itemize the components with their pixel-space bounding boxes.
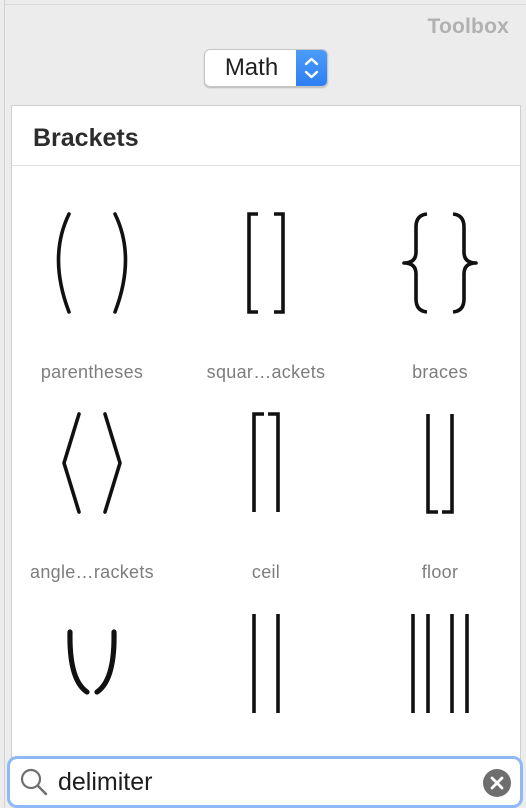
window-edge [4, 0, 5, 808]
ceil-icon [216, 400, 316, 530]
palette-item-double-vertical-bars[interactable] [355, 600, 521, 765]
palette-item-vertical-bars[interactable] [181, 600, 351, 765]
palette-item-square-brackets[interactable] [181, 200, 351, 400]
item-label: squar…ackets [206, 362, 326, 382]
top-divider [5, 4, 526, 5]
category-popup-label: Math [224, 54, 279, 81]
clear-search-icon[interactable] [483, 769, 511, 797]
palette-item-parentheses[interactable] [11, 200, 177, 400]
category-popup-button[interactable] [204, 49, 328, 87]
double-vertical-bars-icon [390, 600, 490, 730]
parentheses-icon [42, 200, 142, 330]
section-title: Brackets [33, 124, 139, 152]
floor-icon [390, 400, 490, 530]
item-label: ceil [251, 562, 281, 582]
palette-item-floor[interactable] [355, 400, 521, 600]
braces-icon [390, 200, 490, 330]
brackets-panel [11, 105, 521, 765]
item-label: floor [421, 562, 459, 582]
item-label: braces [412, 362, 468, 382]
palette-item-angle-brackets[interactable] [11, 400, 177, 600]
palette-item-ceil[interactable] [181, 400, 351, 600]
half-brackets-icon [42, 600, 142, 730]
vertical-bars-icon [216, 600, 316, 730]
square-brackets-icon [216, 200, 316, 330]
search-field[interactable] [7, 756, 523, 808]
popup-chevrons-icon [296, 50, 327, 86]
section-header [12, 106, 520, 166]
search-icon [19, 767, 49, 802]
palette-item-braces[interactable] [355, 200, 521, 400]
item-label: angle…rackets [30, 562, 154, 582]
angle-brackets-icon [42, 400, 142, 530]
toolbox-title: Toolbox [427, 15, 509, 38]
item-label: parentheses [40, 362, 144, 382]
palette-item-half-brackets[interactable] [11, 600, 177, 765]
search-input[interactable] [58, 763, 478, 801]
